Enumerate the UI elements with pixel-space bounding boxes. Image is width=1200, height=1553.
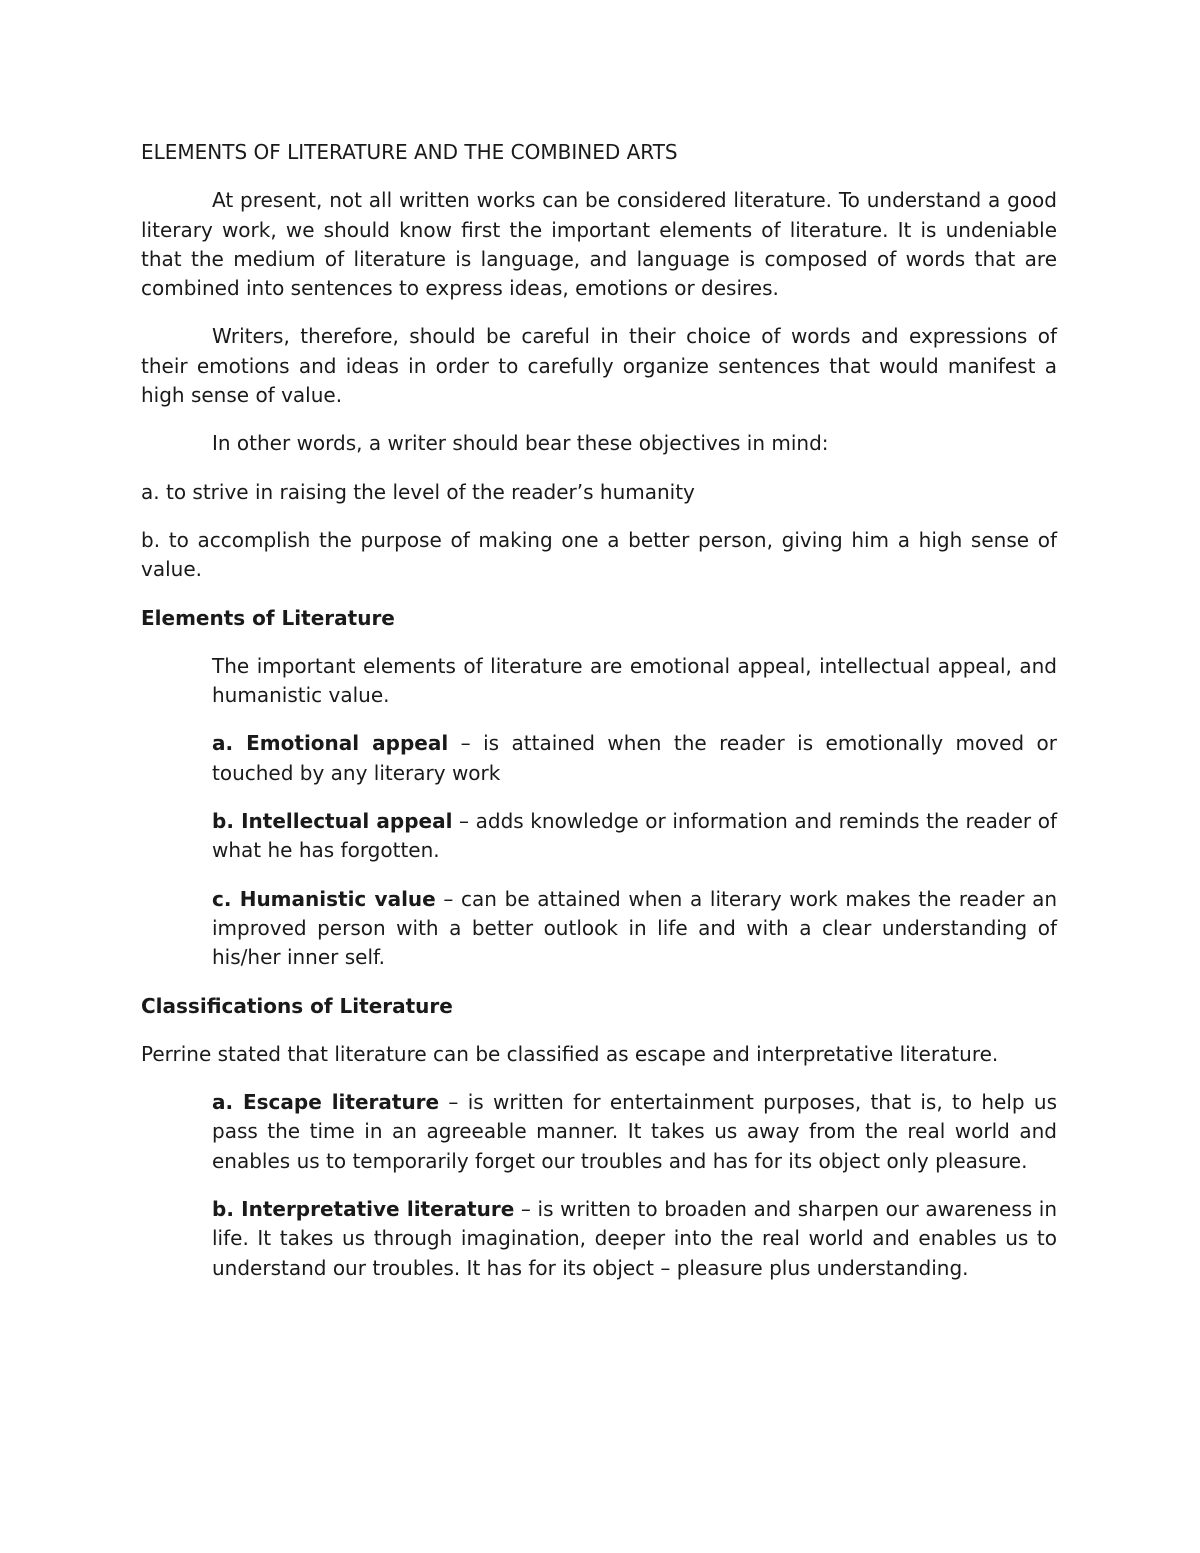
intro-paragraph-2: Writers, therefore, should be careful in their choice of words and expressions of their emotions and ideas in order to carefully organize sentences that would manifest a high sense of value. (141, 324, 1057, 408)
elements-intro: The important elements of literature are emotional appeal, intellectual appeal, and humanistic value. (212, 653, 1057, 708)
classification-item (212, 1195, 1057, 1283)
classification-definition: – is written for entertainment purposes, that is, to help us pass the time in an agreeable manner. It takes us away from the real world and enables us to temporarily forget our troubles and has for its object only pleasure. (212, 1090, 1058, 1173)
element-item (212, 885, 1057, 973)
classification-term: b. Interpretative literature (212, 1197, 515, 1222)
element-term: b. Intellectual appeal (212, 809, 453, 834)
element-item (212, 807, 1057, 866)
element-definition: – is attained when the reader is emotionally moved or touched by any literary work (212, 731, 1057, 785)
classification-term: a. Escape literature (212, 1090, 440, 1115)
elements-section (141, 652, 1057, 973)
element-item (212, 729, 1057, 788)
section-heading-elements: Elements of Literature (141, 605, 395, 630)
classification-item (212, 1088, 1057, 1176)
document-title: ELEMENTS OF LITERATURE AND THE COMBINED ARTS (141, 140, 678, 164)
classifications-section (141, 1088, 1057, 1283)
element-term: a. Emotional appeal (212, 731, 449, 756)
objective-a: a. to strive in raising the level of the reader’s humanity (141, 479, 695, 504)
objective-b: b. to accomplish the purpose of making one a better person, giving him a high sense of value. (141, 527, 1057, 582)
section-heading-classifications: Classifications of Literature (141, 993, 453, 1018)
document-page (141, 138, 1057, 1302)
classification-definition: – is written to broaden and sharpen our awareness in life. It takes us through imagination, deeper into the real world and enables us to understand our troubles. It has for its object – pleasure plus understanding. (212, 1197, 1057, 1280)
element-definition: – can be attained when a literary work makes the reader an improved person with a better outlook in life and with a clear understanding of his/her inner self. (212, 886, 1058, 970)
element-definition: – adds knowledge or information and reminds the reader of what he has forgotten. (212, 809, 1057, 863)
element-term: c. Humanistic value (212, 886, 436, 911)
intro-paragraph-1: At present, not all written works can be considered literature. To understand a good literary work, we should know first the important elements of literature. It is undeniable that the medium of literature is language, and language is composed of words that are combined into sentences to express ideas, emotions or desires. (141, 188, 1057, 301)
intro-paragraph-3: In other words, a writer should bear these objectives in mind: (212, 431, 829, 456)
classifications-intro: Perrine stated that literature can be classified as escape and interpretative literature. (141, 1041, 999, 1066)
